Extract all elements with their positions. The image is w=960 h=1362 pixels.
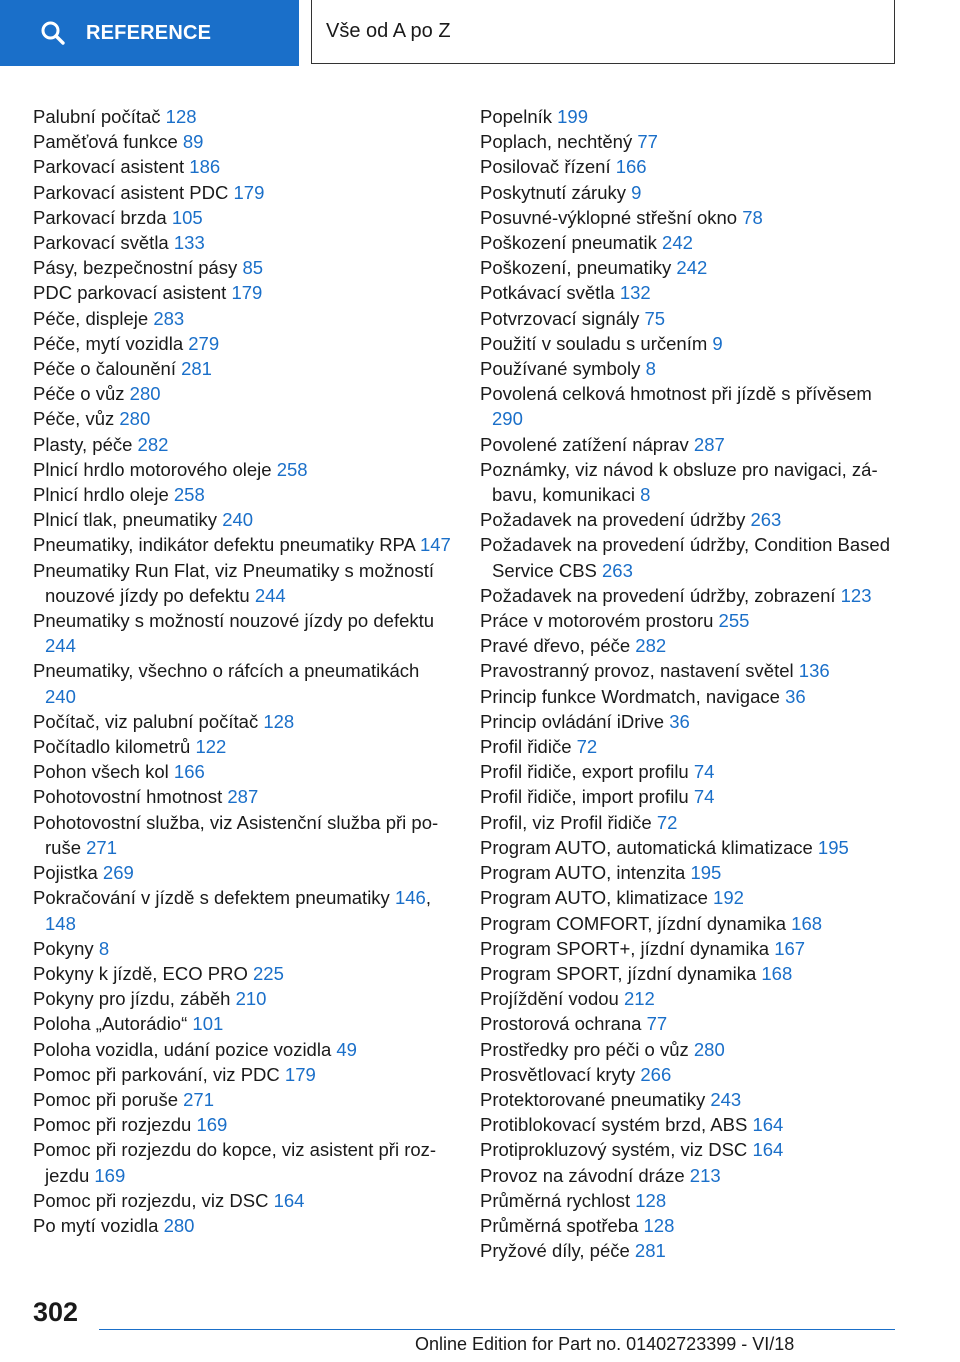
index-term: Protektorované pneumatiky: [480, 1088, 706, 1110]
index-entry: [33, 280, 453, 305]
page-link[interactable]: 290: [492, 408, 523, 430]
index-entry: [33, 154, 453, 179]
index-entry: [480, 684, 890, 709]
index-entry: [480, 507, 890, 532]
index-term: Požadavek na provedení údržby, zobrazení: [480, 584, 836, 606]
page-link[interactable]: 280: [163, 1214, 195, 1236]
index-entry: [480, 759, 890, 784]
index-entry: Pokračování v jízdě s defektem pneumatiky 146, 148: [33, 887, 431, 934]
page-link[interactable]: 192: [713, 887, 744, 909]
index-entry: [480, 1163, 890, 1188]
page-link[interactable]: 243: [710, 1088, 742, 1110]
index-term: Počítač, viz palubní počítač: [33, 710, 259, 732]
page-link[interactable]: 74: [693, 761, 715, 783]
index-term: Profil řidiče, export profilu: [480, 761, 689, 783]
footer-edition: Online Edition for Part no. 01402723399 - VI/18: [415, 1334, 795, 1354]
page-link[interactable]: 136: [798, 660, 830, 682]
page-link[interactable]: 72: [576, 736, 598, 758]
index-term: Prostorová ochrana: [480, 1013, 642, 1035]
page-link[interactable]: 128: [635, 1189, 667, 1211]
page-link[interactable]: 128: [263, 710, 295, 732]
index-entry: [33, 532, 453, 557]
page-link[interactable]: 164: [752, 1139, 784, 1161]
page-link[interactable]: 213: [689, 1164, 721, 1186]
index-term: Pokyny pro jízdu, záběh: [33, 988, 231, 1010]
page-link[interactable]: 164: [752, 1114, 784, 1136]
page-link[interactable]: 283: [153, 307, 185, 329]
index-entry: [480, 129, 890, 154]
page-link[interactable]: 263: [602, 559, 633, 581]
index-term: Použití v souladu s určením: [480, 332, 708, 354]
page-link[interactable]: 166: [173, 761, 205, 783]
index-term: Palubní počítač: [33, 106, 161, 127]
index-term: Péče, vůz: [33, 408, 115, 430]
index-entry: [33, 1062, 453, 1087]
page-link[interactable]: 123: [840, 584, 872, 606]
index-entry: [33, 457, 453, 482]
page-link[interactable]: 74: [693, 786, 715, 808]
index-term: Program AUTO, klimatizace: [480, 887, 708, 909]
index-term: Pneumatiky, indikátor defektu pneumatiky RPA: [33, 534, 415, 556]
index-entry: [480, 432, 890, 457]
page-link[interactable]: 280: [693, 1038, 725, 1060]
index-term: Potkávací světla: [480, 282, 615, 304]
index-term: Pokračování v jízdě s defektem pneumatiky: [33, 887, 390, 909]
page-link[interactable]: 266: [640, 1063, 672, 1085]
page-link[interactable]: 240: [45, 685, 76, 707]
index-term: Protiprokluzový systém, viz DSC: [480, 1139, 748, 1161]
index-term: Popelník: [480, 106, 552, 127]
index-term: Požadavek na provedení údržby: [480, 509, 746, 531]
page-link[interactable]: 244: [254, 584, 286, 606]
index-entry: [33, 1112, 453, 1137]
index-entry: [480, 255, 890, 280]
index-term: Projíždění vodou: [480, 988, 619, 1010]
index-entry: [33, 709, 453, 734]
page-link[interactable]: 179: [231, 282, 263, 304]
index-term: Pohotovostní služba, viz Asistenční služba při poruše: [33, 811, 439, 858]
page-link[interactable]: 271: [183, 1088, 214, 1110]
index-term: Pojistka: [33, 862, 98, 884]
index-entry: [480, 104, 890, 129]
index-entry: [480, 1188, 890, 1213]
page-link[interactable]: 105: [171, 206, 203, 228]
index-term: Pravé dřevo, péče: [480, 635, 631, 657]
page-link[interactable]: 169: [94, 1164, 126, 1186]
index-term: PDC parkovací asistent: [33, 282, 227, 304]
index-term: Posilovač řízení: [480, 156, 611, 178]
index-term: Průměrná rychlost: [480, 1189, 631, 1211]
index-entry: [480, 205, 890, 230]
page-link[interactable]: 36: [785, 685, 806, 707]
index-entry: [480, 860, 890, 885]
page-link[interactable]: 282: [635, 635, 667, 657]
index-term: Profil řidiče: [480, 736, 572, 758]
index-entry: [480, 810, 890, 835]
page-link[interactable]: 225: [253, 962, 284, 984]
page-link[interactable]: 89: [182, 131, 204, 153]
page-link[interactable]: 9: [631, 181, 642, 203]
index-term: Poloha „Autorádio“: [33, 1013, 188, 1035]
page-link[interactable]: 279: [188, 332, 220, 354]
index-term: Průměrná spotřeba: [480, 1214, 639, 1236]
index-entry: [480, 230, 890, 255]
page-link[interactable]: 282: [137, 433, 169, 455]
page-link[interactable]: 167: [774, 937, 806, 959]
index-entry: [480, 734, 890, 759]
index-term: Program SPORT, jízdní dynamika: [480, 962, 757, 984]
index-term: Prosvětlovací kryty: [480, 1063, 636, 1085]
page-link[interactable]: 179: [233, 181, 265, 203]
index-entry: [33, 255, 453, 280]
index-entry: [33, 558, 453, 608]
index-term: Pryžové díly, péče: [480, 1240, 630, 1262]
page-link[interactable]: 195: [817, 836, 849, 858]
index-entry: [33, 205, 453, 230]
index-term: Parkovací asistent PDC: [33, 181, 229, 203]
search-icon: [40, 19, 68, 47]
index-entry: [33, 608, 453, 658]
index-entry: [480, 1087, 890, 1112]
index-entry: [33, 180, 453, 205]
index-entry: [33, 331, 453, 356]
page-link[interactable]: 49: [336, 1038, 357, 1060]
index-term: Provoz na závodní dráze: [480, 1164, 685, 1186]
index-term: Plnicí hrdlo motorového oleje: [33, 458, 272, 480]
index-entry: [480, 331, 890, 356]
page-link[interactable]: 195: [690, 862, 722, 884]
page-link[interactable]: 199: [557, 106, 589, 127]
index-entry: [33, 306, 453, 331]
index-entry: [480, 608, 890, 633]
page-link[interactable]: 242: [662, 232, 693, 254]
index-term: Program AUTO, intenzita: [480, 862, 686, 884]
index-entry: [480, 457, 890, 507]
page-link[interactable]: 147: [419, 534, 451, 556]
index-entry: [480, 532, 890, 582]
index-column-right: [480, 104, 890, 1263]
index-entry: [33, 432, 453, 457]
index-entry: [33, 482, 453, 507]
index-entry: [480, 306, 890, 331]
page-link[interactable]: 132: [619, 282, 651, 304]
page-link[interactable]: 168: [791, 912, 823, 934]
page-link[interactable]: 280: [129, 383, 161, 405]
page-link[interactable]: 85: [242, 257, 264, 279]
index-entry: [480, 280, 890, 305]
index-term: Princip ovládání iDrive: [480, 710, 665, 732]
page-link[interactable]: 8: [640, 484, 651, 506]
page-link[interactable]: 244: [45, 635, 76, 657]
index-entry: [33, 658, 453, 708]
index-term: Program COMFORT, jízdní dynamika: [480, 912, 787, 934]
index-term: Posuvné-výklopné střešní okno: [480, 206, 738, 228]
page-link[interactable]: 258: [173, 484, 205, 506]
index-term: Parkovací asistent: [33, 156, 185, 178]
index-term: Protiblokovací systém brzd, ABS: [480, 1114, 748, 1136]
index-term: Pneumatiky Run Flat, viz Pneumatiky s možností nouzové jízdy po defektu: [33, 559, 434, 606]
index-entry: [33, 1087, 453, 1112]
page-link[interactable]: 287: [227, 786, 259, 808]
index-entry: [480, 1037, 890, 1062]
index-entry: [33, 381, 453, 406]
page-link[interactable]: 258: [276, 458, 308, 480]
index-entry: [480, 180, 890, 205]
index-entry: [480, 1062, 890, 1087]
page-link[interactable]: 8: [98, 937, 110, 959]
page-link[interactable]: 133: [173, 232, 205, 254]
index-entry: [33, 810, 453, 860]
index-entry: [33, 129, 453, 154]
page-link[interactable]: 210: [235, 988, 267, 1010]
index-term: Paměťová funkce: [33, 131, 178, 153]
index-term: Poznámky, viz návod k obsluze pro navigaci, zábavu, komunikaci: [480, 458, 878, 506]
index-term: Plasty, péče: [33, 433, 133, 455]
index-entry: [480, 1137, 890, 1162]
index-entry: [33, 734, 453, 759]
index-term: Povolená celková hmotnost při jízdě s přívěsem: [480, 383, 872, 405]
index-term: Poskytnutí záruky: [480, 181, 627, 203]
index-entry: [33, 1137, 453, 1187]
index-entry: [480, 583, 890, 608]
index-entry: [480, 1112, 890, 1137]
index-term: Plnicí tlak, pneumatiky: [33, 509, 218, 531]
index-term: Povolené zatížení náprav: [480, 433, 689, 455]
index-term: Program AUTO, automatická klimatizace: [480, 836, 813, 858]
page-link[interactable]: 263: [750, 509, 782, 531]
index-entry: [480, 1238, 890, 1263]
index-term: Pokyny: [33, 937, 94, 959]
page-link[interactable]: 281: [634, 1240, 666, 1262]
page-link[interactable]: 280: [119, 408, 151, 430]
index-entry: [480, 961, 890, 986]
page-link[interactable]: 36: [669, 710, 690, 732]
index-entry: [33, 104, 453, 129]
page-link[interactable]: 255: [718, 610, 750, 632]
page-link[interactable]: 75: [644, 307, 666, 329]
index-entry: [33, 1011, 453, 1036]
index-term: Pásy, bezpečnostní pásy: [33, 257, 238, 279]
index-term: Pomoc při rozjezdu, viz DSC: [33, 1189, 269, 1211]
index-entry: [33, 507, 453, 532]
reference-tab-label: REFERENCE: [86, 21, 212, 44]
page-link[interactable]: 101: [192, 1013, 224, 1035]
index-entry: [33, 1188, 453, 1213]
page-link[interactable]: 128: [643, 1214, 675, 1236]
page-link[interactable]: 9: [712, 332, 723, 354]
page-link[interactable]: 128: [165, 106, 197, 127]
index-term: Profil řidiče, import profilu: [480, 786, 689, 808]
footer-divider: [99, 1329, 895, 1330]
index-entry: [480, 154, 890, 179]
page-link[interactable]: 179: [284, 1063, 316, 1085]
index-term: Princip funkce Wordmatch, navigace: [480, 685, 780, 707]
reference-tab[interactable]: [0, 0, 299, 66]
page-link[interactable]: 242: [676, 257, 708, 279]
index-term: Poškození pneumatik: [480, 232, 657, 254]
index-entry: [480, 986, 890, 1011]
page-link[interactable]: 78: [742, 206, 763, 228]
section-title: Vše od A po Z: [326, 20, 451, 42]
index-term: Pomoc při rozjezdu: [33, 1114, 192, 1136]
index-term: Péče, displeje: [33, 307, 149, 329]
page-link[interactable]: 271: [86, 836, 118, 858]
page-link[interactable]: 72: [656, 811, 678, 833]
index-entry: [33, 961, 453, 986]
index-term: Prostředky pro péči o vůz: [480, 1038, 689, 1060]
index-entry: [480, 911, 890, 936]
index-column-left: [33, 104, 453, 1238]
index-entry: [480, 658, 890, 683]
index-entry: [480, 835, 890, 860]
page-link[interactable]: 281: [181, 358, 212, 380]
page-link[interactable]: 168: [761, 962, 793, 984]
page-link[interactable]: 169: [196, 1114, 228, 1136]
index-term: Pohon všech kol: [33, 761, 169, 783]
index-entry: [480, 936, 890, 961]
index-entry: [480, 1011, 890, 1036]
index-term: Pomoc při rozjezdu do kopce, viz asistent při rozjezdu: [33, 1139, 437, 1186]
index-term: Práce v motorovém prostoru: [480, 610, 714, 632]
page-number: 302: [33, 1297, 79, 1327]
page-link[interactable]: 212: [623, 988, 655, 1010]
index-term: Počítadlo kilometrů: [33, 736, 191, 758]
index-entry: [480, 885, 890, 910]
index-term: Pravostranný provoz, nastavení světel: [480, 660, 794, 682]
index-entry: [33, 936, 453, 961]
index-term: Poplach, nechtěný: [480, 131, 633, 153]
index-entry: [480, 709, 890, 734]
index-entry: [480, 381, 890, 431]
page-link[interactable]: 164: [273, 1189, 305, 1211]
index-term: Program SPORT+, jízdní dynamika: [480, 937, 770, 959]
index-term: Pohotovostní hmotnost: [33, 786, 223, 808]
index-entry: [33, 784, 453, 809]
section-title-box: [311, 0, 895, 64]
index-term: Pneumatiky s možností nouzové jízdy po defektu: [33, 610, 435, 632]
index-term: Pomoc při poruše: [33, 1088, 178, 1110]
index-entry: [33, 406, 453, 431]
index-entry: [33, 356, 453, 381]
index-term: Péče o čalounění: [33, 358, 176, 380]
index-term: Po mytí vozidla: [33, 1214, 159, 1236]
page-link[interactable]: 77: [646, 1013, 668, 1035]
index-entry: [480, 784, 890, 809]
page-link[interactable]: 8: [645, 358, 656, 380]
index-entry: [33, 1037, 453, 1062]
index-term: Poškození, pneumatiky: [480, 257, 672, 279]
index-term: Poloha vozidla, udání pozice vozidla: [33, 1038, 332, 1060]
index-term: Plnicí hrdlo oleje: [33, 484, 169, 506]
index-term: Pokyny k jízdě, ECO PRO: [33, 962, 248, 984]
index-term: Pneumatiky, všechno o ráfcích a pneumatikách: [33, 660, 420, 682]
page-link[interactable]: 287: [693, 433, 725, 455]
page-link[interactable]: 166: [615, 156, 647, 178]
index-entry: [480, 633, 890, 658]
index-entry: [33, 230, 453, 255]
page-link[interactable]: 240: [222, 509, 254, 531]
index-term: Potvrzovací signály: [480, 307, 640, 329]
index-entry: [480, 356, 890, 381]
index-entry: [33, 860, 453, 885]
index-term: Péče o vůz: [33, 383, 125, 405]
page-link[interactable]: 186: [189, 156, 221, 178]
index-term: Profil, viz Profil řidiče: [480, 811, 652, 833]
index-term: Pomoc při parkování, viz PDC: [33, 1063, 280, 1085]
index-term: Požadavek na provedení údržby, Condition Based Service CBS: [480, 534, 891, 581]
page-link[interactable]: 122: [195, 736, 227, 758]
page-link[interactable]: 148: [45, 912, 76, 934]
index-term: Parkovací světla: [33, 232, 169, 254]
index-entry: [33, 759, 453, 784]
index-term: Péče, mytí vozidla: [33, 332, 184, 354]
page-link[interactable]: 146: [394, 887, 426, 909]
index-term: Parkovací brzda: [33, 206, 167, 228]
page-link[interactable]: 269: [102, 862, 134, 884]
index-term: Používané symboly: [480, 358, 641, 380]
page-link[interactable]: 77: [637, 131, 658, 153]
index-entry: [33, 986, 453, 1011]
index-entry: [480, 1213, 890, 1238]
index-entry: [33, 1213, 453, 1238]
